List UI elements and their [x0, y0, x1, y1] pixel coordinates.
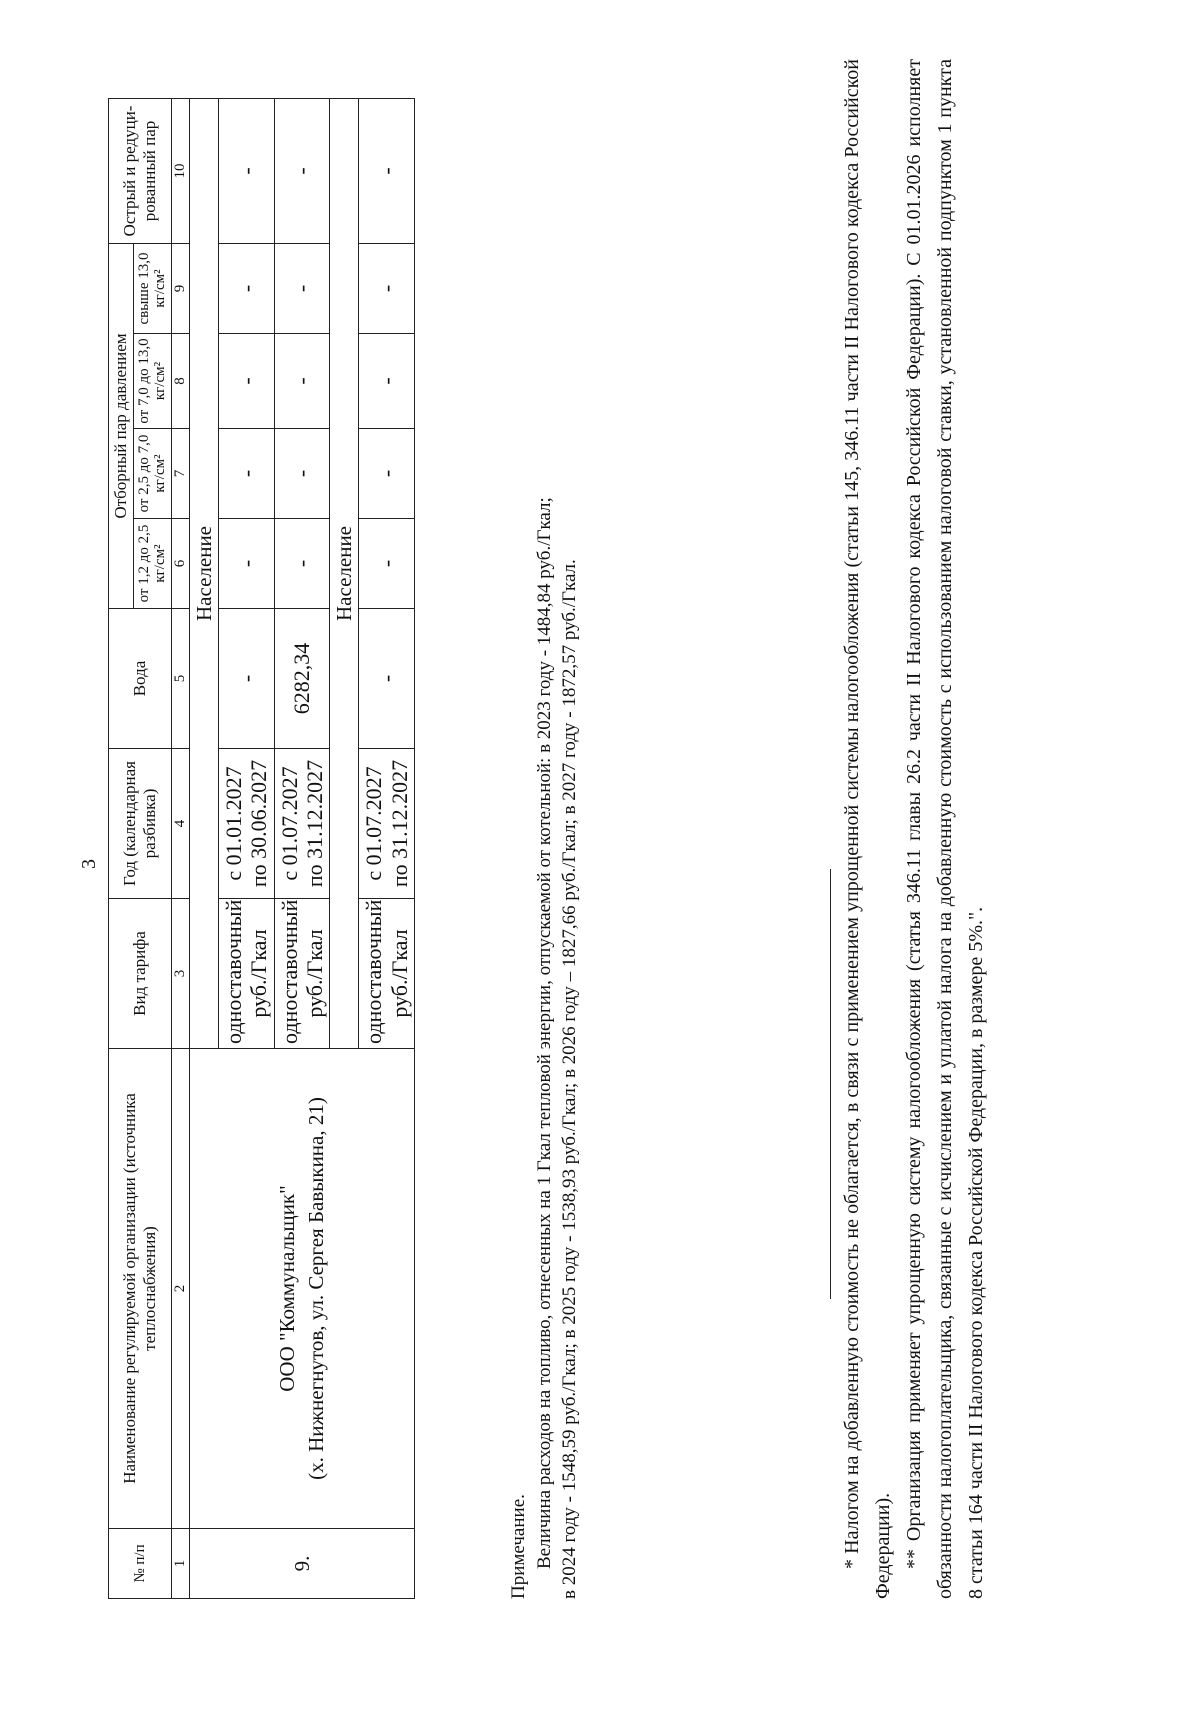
value-cell: -: [274, 98, 330, 243]
header-tariff-type: Вид тарифа: [109, 899, 172, 1049]
row-number: 9.: [189, 1529, 414, 1599]
index-cell: 9: [171, 243, 189, 333]
period-cell: с 01.07.2027 по 31.12.2027: [274, 749, 330, 899]
header-water: Вода: [109, 609, 172, 749]
org-address: (х. Нижнегнутов, ул. Сергея Бавыкина, 21): [303, 1097, 328, 1480]
header-org-name: Наименование регулируемой организации (источника теплоснабжения): [109, 1049, 172, 1529]
header-steam-group: Отборный пар давлением: [109, 243, 134, 608]
header-steam-col-3: от 7,0 до 13,0 кг/см²: [133, 334, 171, 429]
water-cell: -: [218, 609, 274, 749]
tariff-type-cell: одноставочный руб./Гкал: [218, 899, 274, 1049]
water-cell: -: [359, 609, 415, 749]
value-cell: -: [359, 429, 415, 519]
note-line: в 2024 году - 1548,59 руб./Гкал; в 2025 году - 1538,93 руб./Гкал; в 2026 году – 1827,66 руб./Гкал; в 2027 году - 1872,57 руб./Гкал.: [559, 559, 581, 1599]
value-cell: -: [359, 519, 415, 609]
index-cell: 3: [171, 899, 189, 1049]
tariff-table: [108, 98, 415, 1599]
tariff-type-cell: одноставочный руб./Гкал: [274, 899, 330, 1049]
value-cell: -: [274, 334, 330, 429]
value-cell: -: [359, 243, 415, 333]
page-number: 3: [78, 859, 100, 869]
value-cell: -: [274, 243, 330, 333]
note-line: Величина расходов на топливо, отнесенных на 1 Гкал тепловой энергии, отпускаемой от котельной: в 2023 году - 1484,84 руб./Гкал;: [533, 497, 555, 1569]
group-label: Население: [330, 98, 359, 1048]
header-row: [109, 98, 134, 1598]
value-cell: -: [218, 243, 274, 333]
footnote-tax-system: ** Организация применяет упрощенную систему налогообложения (статья 346.11 главы 26.2 части II Налогового кодекса Российской Федерации). С 01.01.2026 исполняет обязанности налогоплательщика, связанные с исчислением и уплатой налога на добавленную стоимость с использованием налоговой ставки, установленной подпунктом 1 пункта 8 статьи 164 части II Налогового кодекса Российской Федерации, в размере 5%.".: [903, 59, 987, 1599]
value-cell: -: [218, 519, 274, 609]
index-cell: 5: [171, 609, 189, 749]
org-name: ООО "Коммунальщик": [275, 1185, 300, 1392]
header-year: Год (календарная разбивка): [109, 749, 172, 899]
header-steam-col-4: свыше 13,0 кг/см²: [133, 243, 171, 333]
value-cell: -: [218, 98, 274, 243]
water-cell: 6282,34: [274, 609, 330, 749]
value-cell: -: [274, 429, 330, 519]
index-cell: 2: [171, 1049, 189, 1529]
period-cell: с 01.07.2027 по 31.12.2027: [359, 749, 415, 899]
value-cell: -: [218, 429, 274, 519]
value-cell: -: [274, 519, 330, 609]
header-sharp-steam: Острый и редуци-рованный пар: [109, 98, 172, 243]
value-cell: -: [359, 334, 415, 429]
period-cell: с 01.01.2027 по 30.06.2027: [218, 749, 274, 899]
header-steam-col-1: от 1,2 до 2,5 кг/см²: [133, 519, 171, 609]
index-cell: 1: [171, 1529, 189, 1599]
index-cell: 10: [171, 98, 189, 243]
index-cell: 4: [171, 749, 189, 899]
index-cell: 7: [171, 429, 189, 519]
group-row: [189, 98, 218, 1598]
header-num: № п/п: [109, 1529, 172, 1599]
note-title: Примечание.: [508, 1494, 529, 1599]
header-steam-col-2: от 2,5 до 7,0 кг/см²: [133, 429, 171, 519]
tariff-type-cell: одноставочный руб./Гкал: [359, 899, 415, 1049]
group-label: Население: [189, 98, 218, 1048]
value-cell: -: [218, 334, 274, 429]
index-cell: 6: [171, 519, 189, 609]
footnote-divider: [830, 869, 831, 1299]
footnote-vat: * Налогом на добавленную стоимость не облагается, в связи с применением упрощенной системы налогообложения (статьи 145, 346.11 части II Налогового кодекса Российской Федерации).: [841, 59, 894, 1599]
org-name-cell: [189, 1049, 414, 1529]
footnotes-section: [830, 59, 992, 1599]
note-section: [506, 59, 583, 1599]
index-row: [171, 98, 189, 1598]
index-cell: 8: [171, 334, 189, 429]
value-cell: -: [359, 98, 415, 243]
